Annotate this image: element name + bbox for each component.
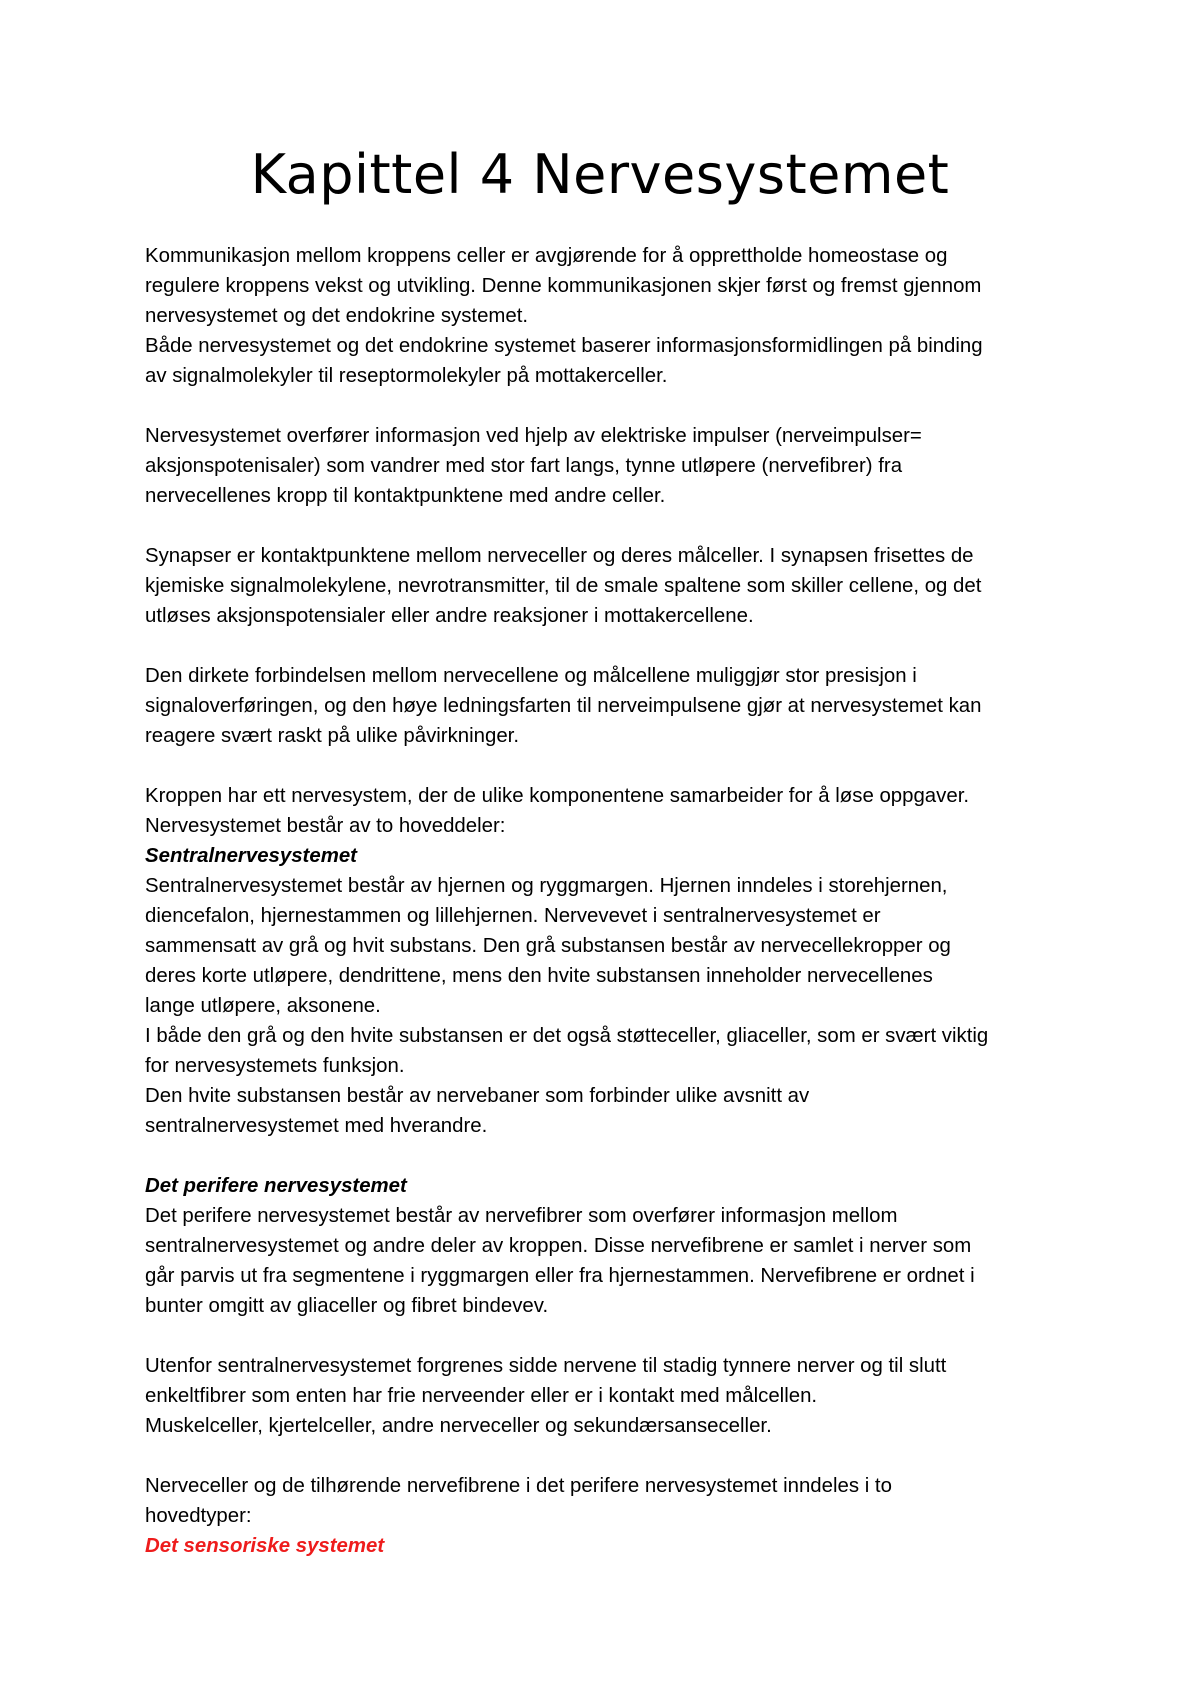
section-heading: Det perifere nervesystemet [145,1175,407,1197]
blank-line [145,511,1075,541]
paragraph-line: signaloverføringen, og den høye ledningsfarten til nerveimpulsene gjør at nervesystemet kan [145,695,982,717]
paragraph-line: Den hvite substansen består av nervebaner som forbinder ulike avsnitt av [145,1085,810,1107]
blank-line [145,751,1075,781]
paragraph-line: sentralnervesystemet og andre deler av kroppen. Disse nervefibrene er samlet i nerver som [145,1235,972,1257]
blank-line [145,1141,1075,1171]
paragraph-line: Kommunikasjon mellom kroppens celler er avgjørende for å opprettholde homeostase og [145,245,948,267]
section-heading: Det sensoriske systemet [145,1535,385,1557]
paragraph-line: sammensatt av grå og hvit substans. Den grå substansen består av nervecellekropper og [145,935,951,957]
paragraph-line: Både nervesystemet og det endokrine systemet baserer informasjonsformidlingen på binding [145,335,983,357]
paragraph-line: av signalmolekyler til reseptormolekyler på mottakerceller. [145,365,668,387]
paragraph-line: aksjonspotenisaler) som vandrer med stor fart langs, tynne utløpere (nervefibrer) fra [145,455,903,477]
blank-line [145,1321,1075,1351]
paragraph-line: enkeltfibrer som enten har frie nerveender eller er i kontakt med målcellen. [145,1385,818,1407]
paragraph-line: Muskelceller, kjertelceller, andre nerveceller og sekundærsanseceller. [145,1415,772,1437]
document-body [145,241,1075,1561]
paragraph-line: sentralnervesystemet med hverandre. [145,1115,488,1137]
paragraph-line: Den dirkete forbindelsen mellom nervecellene og målcellene muliggjør stor presisjon i [145,665,917,687]
blank-line [145,391,1075,421]
paragraph-line: I både den grå og den hvite substansen er det også støtteceller, gliaceller, som er svært viktig [145,1025,989,1047]
section-heading: Sentralnervesystemet [145,845,357,867]
paragraph-line: Nervesystemet overfører informasjon ved hjelp av elektriske impulser (nerveimpulser= [145,425,922,447]
paragraph-line: utløses aksjonspotensialer eller andre reaksjoner i mottakercellene. [145,605,754,627]
paragraph-line: kjemiske signalmolekylene, nevrotransmitter, til de smale spaltene som skiller cellene, og det [145,575,982,597]
paragraph-line: nervecellenes kropp til kontaktpunktene med andre celler. [145,485,666,507]
paragraph-line: for nervesystemets funksjon. [145,1055,405,1077]
paragraph-line: Kroppen har ett nervesystem, der de ulike komponentene samarbeider for å løse oppgaver. [145,785,970,807]
paragraph-line: Synapser er kontaktpunktene mellom nerveceller og deres målceller. I synapsen frisettes de [145,545,974,567]
paragraph-line: Sentralnervesystemet består av hjernen og ryggmargen. Hjernen inndeles i storehjernen, [145,875,948,897]
paragraph-line: går parvis ut fra segmentene i ryggmargen eller fra hjernestammen. Nervefibrene er ordnet i [145,1265,975,1287]
paragraph-line: reagere svært raskt på ulike påvirkninger. [145,725,520,747]
page-title: Kapittel 4 Nervesystemet [250,143,950,206]
paragraph-line: regulere kroppens vekst og utvikling. Denne kommunikasjonen skjer først og fremst gjennom [145,275,982,297]
paragraph-line: nervesystemet og det endokrine systemet. [145,305,529,327]
paragraph-line: Utenfor sentralnervesystemet forgrenes sidde nervene til stadig tynnere nerver og til slutt [145,1355,947,1377]
paragraph-line: deres korte utløpere, dendrittene, mens den hvite substansen inneholder nervecellenes [145,965,933,987]
paragraph-line: Nerveceller og de tilhørende nervefibrene i det perifere nervesystemet inndeles i to [145,1475,892,1497]
paragraph-line: hovedtyper: [145,1505,252,1527]
paragraph-line: diencefalon, hjernestammen og lillehjernen. Nervevevet i sentralnervesystemet er [145,905,881,927]
blank-line [145,1441,1075,1471]
paragraph-line: lange utløpere, aksonene. [145,995,381,1017]
blank-line [145,631,1075,661]
paragraph-line: Det perifere nervesystemet består av nervefibrer som overfører informasjon mellom [145,1205,898,1227]
paragraph-line: Nervesystemet består av to hoveddeler: [145,815,506,837]
paragraph-line: bunter omgitt av gliaceller og fibret bindevev. [145,1295,549,1317]
